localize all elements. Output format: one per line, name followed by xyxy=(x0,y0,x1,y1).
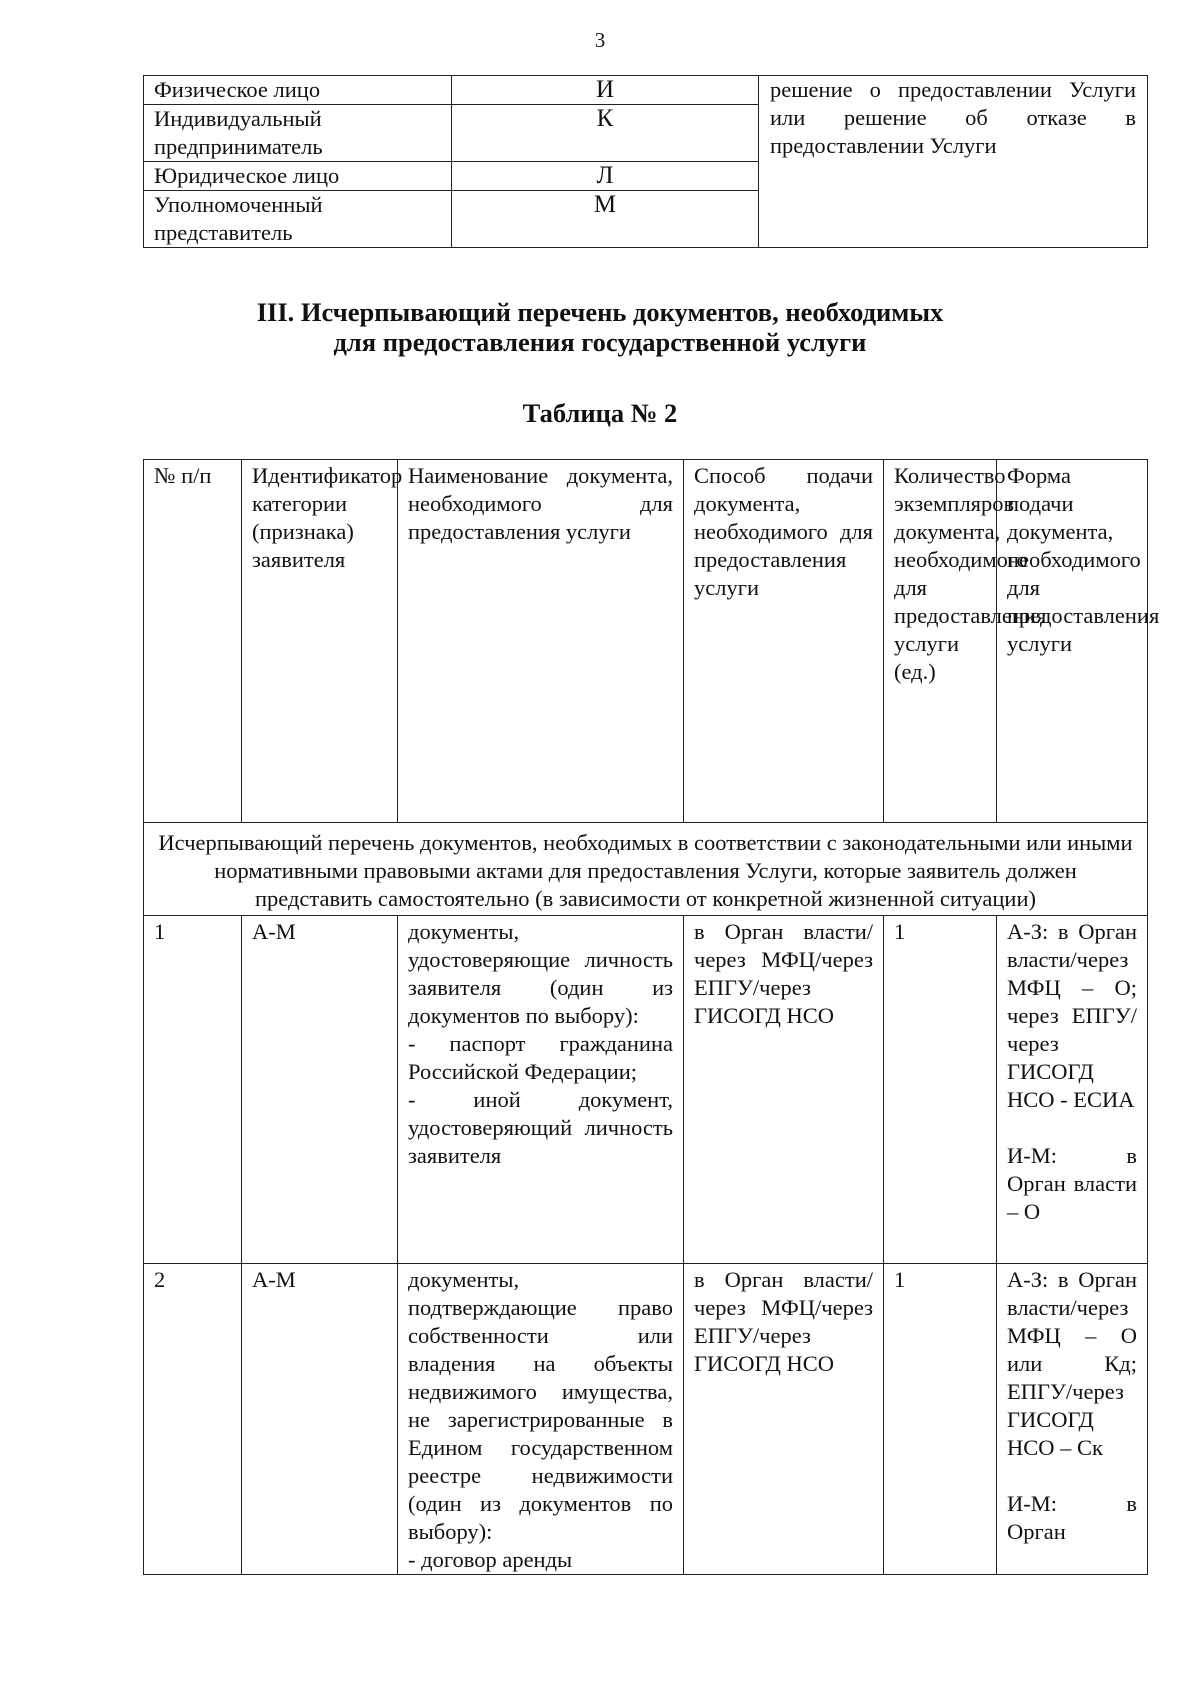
table-note-row xyxy=(144,823,1148,916)
row-category-cell: А-М xyxy=(242,916,398,1264)
category-code-cell: Л xyxy=(452,162,759,191)
row-method-cell: в Орган власти/через МФЦ/через ЕПГУ/через ГИСОГД НСО xyxy=(684,1264,884,1575)
row-form-cell xyxy=(997,1264,1148,1575)
form-rule: А-З: в Орган власти/через МФЦ – О или Кд; ЕПГУ/через ГИСОГД НСО – Ск xyxy=(1007,1267,1137,1460)
section-title-line: III. Исчерпывающий перечень документов, необходимых xyxy=(256,297,944,327)
category-code-cell: К xyxy=(452,105,759,162)
category-cell: Юридическое лицо xyxy=(144,162,452,191)
form-rule: А-З: в Орган власти/через МФЦ – О; через ЕПГУ/через ГИСОГД НСО - ЕСИА xyxy=(1007,919,1137,1112)
table-header-row xyxy=(144,460,1148,823)
category-code-cell: М xyxy=(452,191,759,248)
header-cell-number: № п/п xyxy=(144,460,242,823)
page-number: 3 xyxy=(594,28,606,52)
table-row xyxy=(144,1264,1148,1575)
row-category-cell: А-М xyxy=(242,1264,398,1575)
row-quantity-cell: 1 xyxy=(884,916,997,1264)
header-cell-form: Форма подачи документа, необходимого для предоставления услуги xyxy=(997,460,1148,823)
table-note-cell: Исчерпывающий перечень документов, необходимых в соответствии с законодательными или иными нормативными правовыми актами для предоставления Услуги, которые заявитель должен представить самостоятельно (в зависимости от конкретной жизненной ситуации) xyxy=(144,823,1148,916)
applicant-categories-table xyxy=(143,75,1148,248)
header-cell-method: Способ подачи документа, необходимого для предоставления услуги xyxy=(684,460,884,823)
row-form-cell xyxy=(997,916,1148,1264)
document-description: документы, удостоверяющие личность заявителя (один из документов по выбору): xyxy=(408,919,673,1028)
document-item: - договор аренды xyxy=(408,1547,573,1572)
row-method-cell: в Орган власти/через МФЦ/через ЕПГУ/через ГИСОГД НСО xyxy=(684,916,884,1264)
category-cell: Физическое лицо xyxy=(144,76,452,105)
table-row xyxy=(144,916,1148,1264)
document-item: - паспорт гражданина Российской Федерации; xyxy=(408,1031,673,1084)
service-result-cell: решение о предоставлении Услуги или решение об отказе в предоставлении Услуги xyxy=(759,76,1148,248)
table-caption: Таблица № 2 xyxy=(522,398,678,428)
document-item: - иной документ, удостоверяющий личность заявителя xyxy=(408,1087,673,1168)
row-document-cell xyxy=(398,1264,684,1575)
document-description: документы, подтверждающие право собственности или владения на объекты недвижимого имущества, не зарегистрированные в Едином государственном реестре недвижимости (один из документов по выбору): xyxy=(408,1267,673,1544)
header-cell-category: Идентификатор категории (признака) заявителя xyxy=(242,460,398,823)
table-row xyxy=(144,76,1148,105)
category-code-cell: И xyxy=(452,76,759,105)
row-document-cell xyxy=(398,916,684,1264)
documents-table xyxy=(143,459,1160,1575)
category-cell: Индивидуальный предприниматель xyxy=(144,105,452,162)
section-title xyxy=(0,297,1200,357)
category-cell: Уполномоченный представитель xyxy=(144,191,452,248)
row-number-cell: 1 xyxy=(144,916,242,1264)
header-cell-quantity: Количество экземпляров документа, необходимого для предоставления услуги (ед.) xyxy=(884,460,997,823)
header-cell-document: Наименование документа, необходимого для предоставления услуги xyxy=(398,460,684,823)
form-rule: И-М: в Орган власти – О xyxy=(1007,1143,1137,1224)
form-rule: И-М: в Орган xyxy=(1007,1491,1137,1544)
row-quantity-cell: 1 xyxy=(884,1264,997,1575)
row-number-cell: 2 xyxy=(144,1264,242,1575)
section-title-line: для предоставления государственной услуги xyxy=(333,327,867,357)
